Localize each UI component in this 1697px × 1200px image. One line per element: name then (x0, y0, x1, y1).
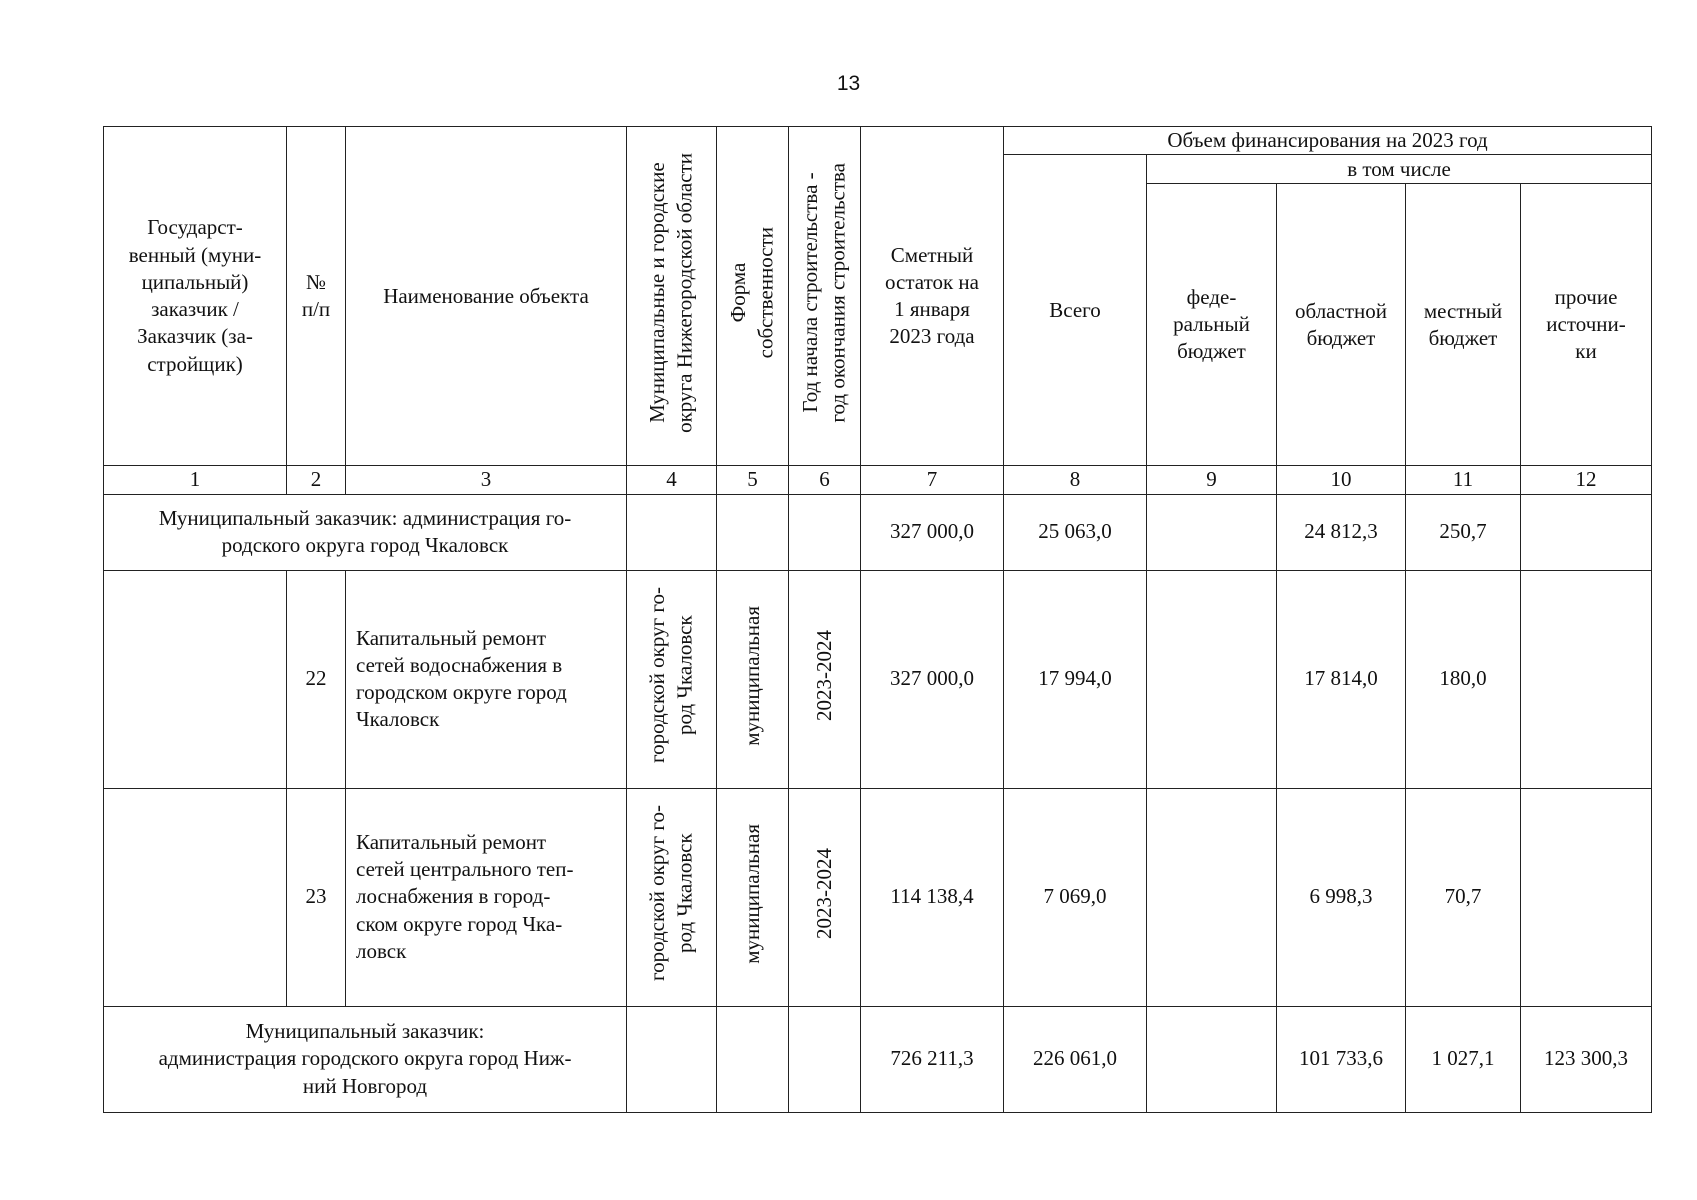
cell-other (1521, 788, 1652, 1006)
cell-other (1521, 494, 1652, 570)
cell-other (1521, 570, 1652, 788)
group-row (104, 494, 1652, 570)
header-funding-group: Объем финансирования на 2023 год (1004, 127, 1652, 155)
page-number: 13 (836, 72, 861, 95)
header-object-name: Наименование объекта (346, 127, 627, 466)
cell-years: 2023-2024 (789, 788, 861, 1006)
column-number: 8 (1004, 466, 1147, 494)
cell-federal (1147, 1006, 1277, 1112)
group-customer: Муниципальный заказчик: администрация го- родского округа город Чкаловск (104, 494, 627, 570)
header-regional: областной бюджет (1277, 184, 1406, 466)
header-ownership: Форма собственности (717, 127, 789, 466)
cell-regional: 101 733,6 (1277, 1006, 1406, 1112)
cell-estimate: 327 000,0 (861, 494, 1004, 570)
column-number: 9 (1147, 466, 1277, 494)
cell-local: 180,0 (1406, 570, 1521, 788)
cell-ownership: муниципальная (717, 570, 789, 788)
cell-other: 123 300,3 (1521, 1006, 1652, 1112)
column-number: 12 (1521, 466, 1652, 494)
cell-federal (1147, 494, 1277, 570)
cell-years: 2023-2024 (789, 570, 861, 788)
cell-federal (1147, 570, 1277, 788)
column-number: 10 (1277, 466, 1406, 494)
column-number: 6 (789, 466, 861, 494)
cell-ownership: муниципальная (717, 788, 789, 1006)
column-number: 1 (104, 466, 287, 494)
header-other: прочие источни- ки (1521, 184, 1652, 466)
cell-local: 70,7 (1406, 788, 1521, 1006)
cell-estimate: 327 000,0 (861, 570, 1004, 788)
header-estimate: Сметный остаток на 1 января 2023 года (861, 127, 1004, 466)
cell-estimate: 726 211,3 (861, 1006, 1004, 1112)
column-number: 7 (861, 466, 1004, 494)
column-number: 11 (1406, 466, 1521, 494)
cell-district: городской округ го- род Чкаловск (627, 570, 717, 788)
cell-object-name: Капитальный ремонт сетей водоснабжения в городском округе город Чкаловск (346, 570, 627, 788)
group-row (104, 1006, 1652, 1112)
cell-estimate: 114 138,4 (861, 788, 1004, 1006)
cell-number: 23 (287, 788, 346, 1006)
header-number: № п/п (287, 127, 346, 466)
cell-federal (1147, 788, 1277, 1006)
cell-regional: 24 812,3 (1277, 494, 1406, 570)
header-years: Год начала строительства - год окончания строительства (789, 127, 861, 466)
cell-total: 226 061,0 (1004, 1006, 1147, 1112)
table-row (104, 788, 1652, 1006)
column-number-row (104, 466, 1652, 494)
header-customer: Государст- венный (муни- ципальный) заказчик / Заказчик (за- стройщик) (104, 127, 287, 466)
cell-local: 250,7 (1406, 494, 1521, 570)
cell-total: 17 994,0 (1004, 570, 1147, 788)
cell-district: городской округ го- род Чкаловск (627, 788, 717, 1006)
header-local: местный бюджет (1406, 184, 1521, 466)
header-district: Муниципальные и городские округа Нижегородской области (627, 127, 717, 466)
cell-total: 7 069,0 (1004, 788, 1147, 1006)
cell-regional: 6 998,3 (1277, 788, 1406, 1006)
group-customer: Муниципальный заказчик: администрация городского округа город Ниж- ний Новгород (104, 1006, 627, 1112)
table-row (104, 570, 1652, 788)
cell-regional: 17 814,0 (1277, 570, 1406, 788)
header-including: в том числе (1147, 155, 1652, 184)
cell-object-name: Капитальный ремонт сетей центрального теп- лоснабжения в город- ском округе город Чка- ловск (346, 788, 627, 1006)
header-federal: феде- ральный бюджет (1147, 184, 1277, 466)
cell-number: 22 (287, 570, 346, 788)
column-number: 5 (717, 466, 789, 494)
financing-table (103, 126, 1652, 1113)
column-number: 4 (627, 466, 717, 494)
cell-total: 25 063,0 (1004, 494, 1147, 570)
column-number: 2 (287, 466, 346, 494)
column-number: 3 (346, 466, 627, 494)
header-total: Всего (1004, 155, 1147, 466)
cell-local: 1 027,1 (1406, 1006, 1521, 1112)
